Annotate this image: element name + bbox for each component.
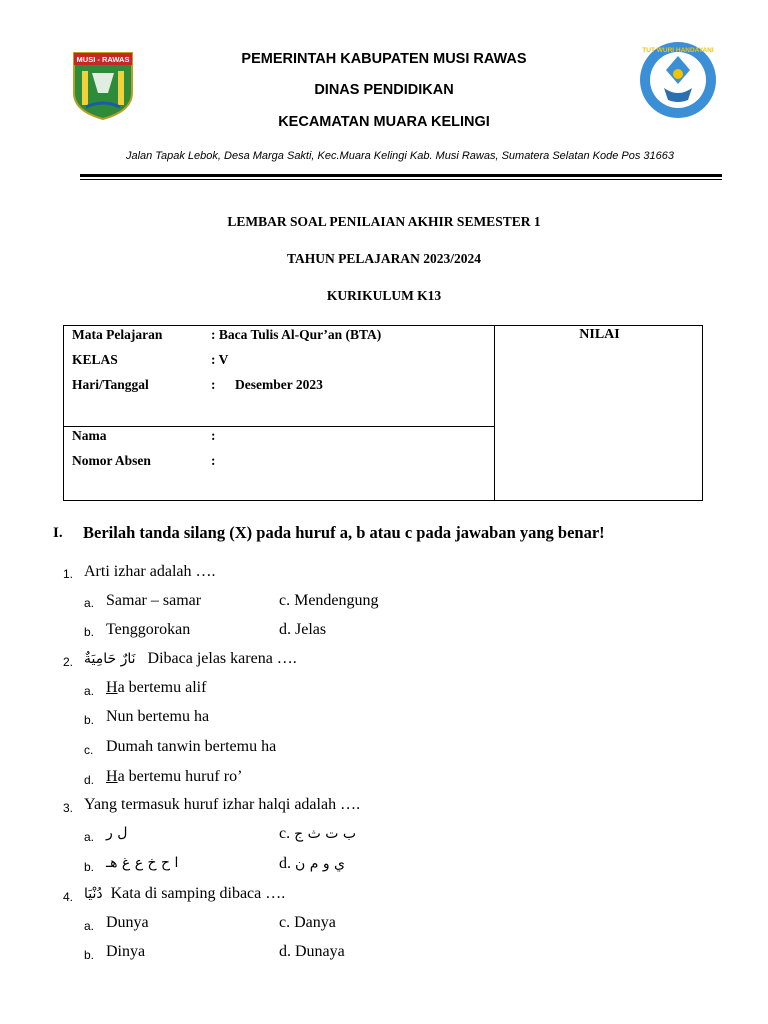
curriculum: KURIKULUM K13 (326, 288, 442, 303)
nilai-header: NILAI (579, 327, 620, 342)
hari-colon: : (211, 377, 216, 392)
kelas-label: KELAS (72, 352, 118, 367)
option-text: d. Dunaya (279, 943, 345, 960)
question-number: 2. (63, 655, 74, 669)
option-text: Ha bertemu alif (106, 679, 207, 696)
question-arabic: نَارٌ حَامِيَةٌ (84, 651, 136, 667)
option-letter: a. (84, 684, 95, 698)
option-letter: b. (84, 948, 95, 962)
option-text: Nun bertemu ha (106, 708, 210, 725)
option-alt-prefix: c. (279, 825, 291, 842)
option-arabic: ا ح خ ع غ هـ (106, 855, 179, 871)
question-text: Arti izhar adalah …. (84, 563, 216, 580)
header-department: DINAS PENDIDIKAN (314, 82, 454, 98)
question-arabic: دُنْيَا (84, 886, 103, 902)
option-alt-line (279, 825, 356, 843)
option-letter: a. (84, 830, 95, 844)
option-alt-arabic: ي و م ن (295, 856, 346, 872)
option-letter: d. (84, 773, 95, 787)
section-instruction: Berilah tanda silang (X) pada huruf a, b atau c pada jawaban yang benar! (83, 523, 605, 542)
option-letter: b. (84, 713, 95, 727)
mapel-value: : Baca Tulis Al-Qur’an (BTA) (211, 327, 382, 342)
hari-value: Desember 2023 (235, 377, 323, 392)
option-alt-line (279, 855, 345, 873)
question-number: 1. (63, 567, 74, 581)
option-letter: a. (84, 596, 95, 610)
option-text: Samar – samar (106, 592, 202, 609)
header-divider-thick (80, 174, 722, 177)
option-text: d. Jelas (279, 621, 327, 638)
question-text: Yang termasuk huruf izhar halqi adalah …. (84, 796, 361, 813)
option-text: Ha bertemu huruf ro’ (106, 768, 243, 785)
logo-right-text: TUT WURI HANDAYANI (642, 47, 714, 54)
option-text: Dunya (106, 914, 149, 931)
absen-value: : (211, 453, 216, 468)
option-text: c. Danya (279, 914, 336, 931)
absen-label: Nomor Absen (72, 453, 151, 468)
nama-value: : (211, 428, 216, 443)
option-letter: a. (84, 919, 95, 933)
nama-label: Nama (72, 428, 107, 443)
option-text: Tenggorokan (106, 621, 191, 638)
question-number: 3. (63, 801, 74, 815)
option-text: Dumah tanwin bertemu ha (106, 738, 277, 755)
exam-title: LEMBAR SOAL PENILAIAN AKHIR SEMESTER 1 (227, 214, 541, 229)
header-divider-thin (80, 179, 722, 180)
hari-label: Hari/Tanggal (72, 377, 149, 392)
question-text: Dibaca jelas karena …. (147, 650, 297, 667)
question-line (84, 650, 297, 668)
header-district: KECAMATAN MUARA KELINGI (278, 114, 490, 130)
option-text: c. Mendengung (279, 592, 379, 609)
option-letter: c. (84, 743, 94, 757)
option-letter: b. (84, 625, 95, 639)
header-government: PEMERINTAH KABUPATEN MUSI RAWAS (241, 51, 527, 67)
option-text: Dinya (106, 943, 146, 960)
option-alt-prefix: d. (279, 855, 291, 872)
option-letter: b. (84, 860, 95, 874)
option-alt-arabic: ب ت ث ج (294, 826, 357, 842)
mapel-label: Mata Pelajaran (72, 327, 163, 342)
logo-left-text: MUSI - RAWAS (76, 55, 130, 64)
kelas-value: : V (211, 352, 229, 367)
question-text: Kata di samping dibaca …. (110, 885, 286, 902)
student-info-table (63, 325, 703, 501)
section-number: I. (53, 525, 63, 541)
option-arabic: ل ر (106, 825, 128, 841)
header-address: Jalan Tapak Lebok, Desa Marga Sakti, Kec.Muara Kelingi Kab. Musi Rawas, Sumatera Selatan Kode Pos 31663 (125, 150, 675, 162)
question-line (84, 885, 285, 903)
academic-year: TAHUN PELAJARAN 2023/2024 (286, 251, 481, 266)
question-number: 4. (63, 890, 74, 904)
